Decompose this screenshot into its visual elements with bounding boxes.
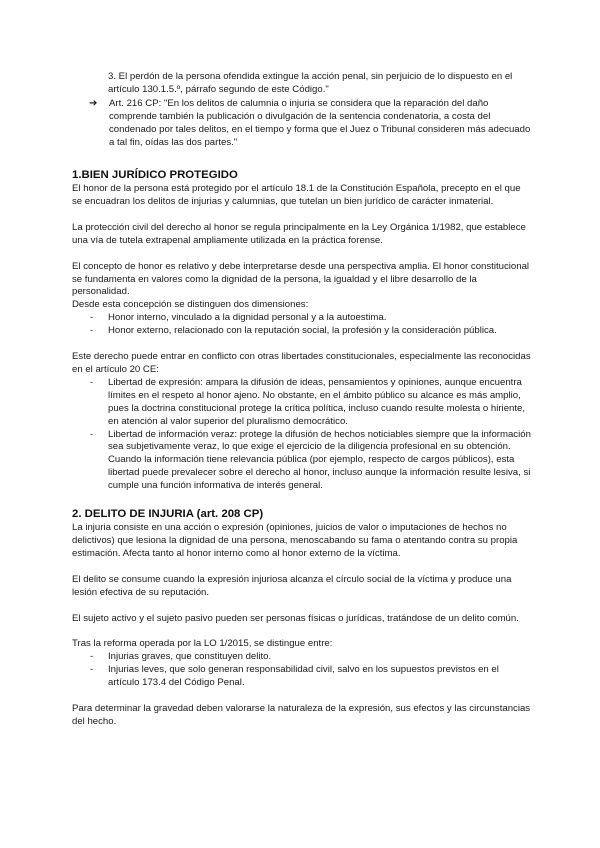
paragraph: La injuria consiste en una acción o expresión (opiniones, juicios de valor o imputaciones de hechos no delictivos) que lesiona la dignidad de una persona, menoscabando su fama o atentando contra su propia estimación. Afecta tanto al honor interno como al honor externo de la víctima. bbox=[72, 522, 518, 559]
list-item-text: Injurias leves, que solo generan responsabilidad civil, salvo en los supuestos previstos en el artículo 173.4 del Código Penal. bbox=[108, 664, 499, 689]
arrow-item bbox=[72, 98, 532, 150]
paragraph: Tras la reforma operada por la LO 1/2015, se distingue entre: bbox=[72, 638, 333, 650]
main-content bbox=[72, 168, 532, 729]
list-item bbox=[72, 325, 532, 338]
dash-bullet: - bbox=[90, 664, 94, 676]
list-item bbox=[72, 651, 532, 664]
paragraph: El honor de la persona está protegido por el artículo 18.1 de la Constitución Española, precepto en el que se encuadran los delitos de injurias y calumnias, que tutelan un bien jurídico de carácter inmaterial. bbox=[72, 183, 521, 207]
dash-bullet: - bbox=[90, 428, 94, 440]
paragraph: Desde esta concepción se distinguen dos dimensiones: bbox=[72, 299, 309, 311]
arrow-item-text: Art. 216 CP: "En los delitos de calumnia o injuria se considera que la reparación del daño comprende también la publicación o divulgación de la sentencia condenatoria, a costa del condenado por tales delitos, en el tiempo y forma que el Juez o Tribunal consideren más adecuado a tal fin, oídas las dos partes." bbox=[109, 97, 531, 148]
intro-block bbox=[72, 71, 532, 149]
dash-bullet: - bbox=[90, 312, 94, 324]
numbered-item: 3. El perdón de la persona ofendida extingue la acción penal, sin perjuicio de lo dispuesto en el artículo 130.1.5.º, párrafo segundo de este Código." bbox=[108, 71, 513, 95]
dash-bullet: - bbox=[90, 325, 94, 337]
bullet-list bbox=[72, 651, 532, 690]
paragraph: La protección civil del derecho al honor se regula principalmente en la Ley Orgánica 1/1982, que establece una vía de tutela extrapenal ampliamente utilizada en la práctica forense. bbox=[72, 221, 526, 246]
list-item bbox=[72, 664, 532, 690]
section-heading: 2. DELITO DE INJURIA (art. 208 CP) bbox=[72, 508, 264, 521]
paragraph: El sujeto activo y el sujeto pasivo pueden ser personas físicas o jurídicas, tratándose de un delito común. bbox=[72, 612, 519, 624]
section-delito-injuria bbox=[72, 507, 532, 729]
dash-bullet: - bbox=[90, 376, 94, 388]
arrow-icon: ➔ bbox=[89, 97, 98, 109]
paragraph: El delito se consume cuando la expresión injuriosa alcanza el círculo social de la víctima y produce una lesión efectiva de su reputación. bbox=[72, 573, 512, 598]
dash-bullet: - bbox=[90, 651, 94, 663]
list-item bbox=[72, 312, 532, 325]
section-bien-juridico bbox=[72, 168, 532, 493]
paragraph: Para determinar la gravedad deben valorarse la naturaleza de la expresión, sus efectos y las circunstancias del hecho. bbox=[72, 703, 531, 727]
list-item-text: Libertad de información veraz: protege la difusión de hechos noticiables siempre que la información sea subjetivamente veraz, lo que exige el ejercicio de la diligencia profesional en su obtención. Cuando la información tiene relevancia pública (por ejemplo, respecto de cargos públicos), esta libertad puede prevalecer sobre el derecho al honor, incluso aunque la información resulte lesiva, si cumple una función informativa de interés general. bbox=[108, 428, 531, 492]
list-item bbox=[72, 429, 532, 494]
bullet-list bbox=[72, 312, 532, 338]
list-item bbox=[72, 377, 532, 429]
paragraph: El concepto de honor es relativo y debe interpretarse desde una perspectiva amplia. El honor constitucional se fundamenta en valores como la dignidad de la persona, la igualdad y el libre desarrollo de la personalidad. bbox=[72, 260, 530, 298]
list-item-text: Honor interno, vinculado a la dignidad personal y a la autoestima. bbox=[108, 312, 387, 324]
list-item-text: Libertad de expresión: ampara la difusión de ideas, pensamientos y opiniones, aunque encuentra límites en el respeto al honor ajeno. No obstante, en el ámbito público su alcance es más amplio, pues la doctrina constitucional protege la crítica política, incluso cuando resulte molesta o hiriente, en atención al valor superior del pluralismo democrático. bbox=[108, 376, 526, 427]
paragraph: Este derecho puede entrar en conflicto con otras libertades constitucionales, especialmente las reconocidas en el artículo 20 CE: bbox=[72, 351, 531, 375]
list-item-text: Injurias graves, que constituyen delito. bbox=[108, 651, 272, 663]
bullet-list bbox=[72, 377, 532, 493]
list-item-text: Honor externo, relacionado con la reputación social, la profesión y la consideración pública. bbox=[108, 325, 497, 337]
section-heading: 1.BIEN JURÍDICO PROTEGIDO bbox=[72, 169, 238, 181]
